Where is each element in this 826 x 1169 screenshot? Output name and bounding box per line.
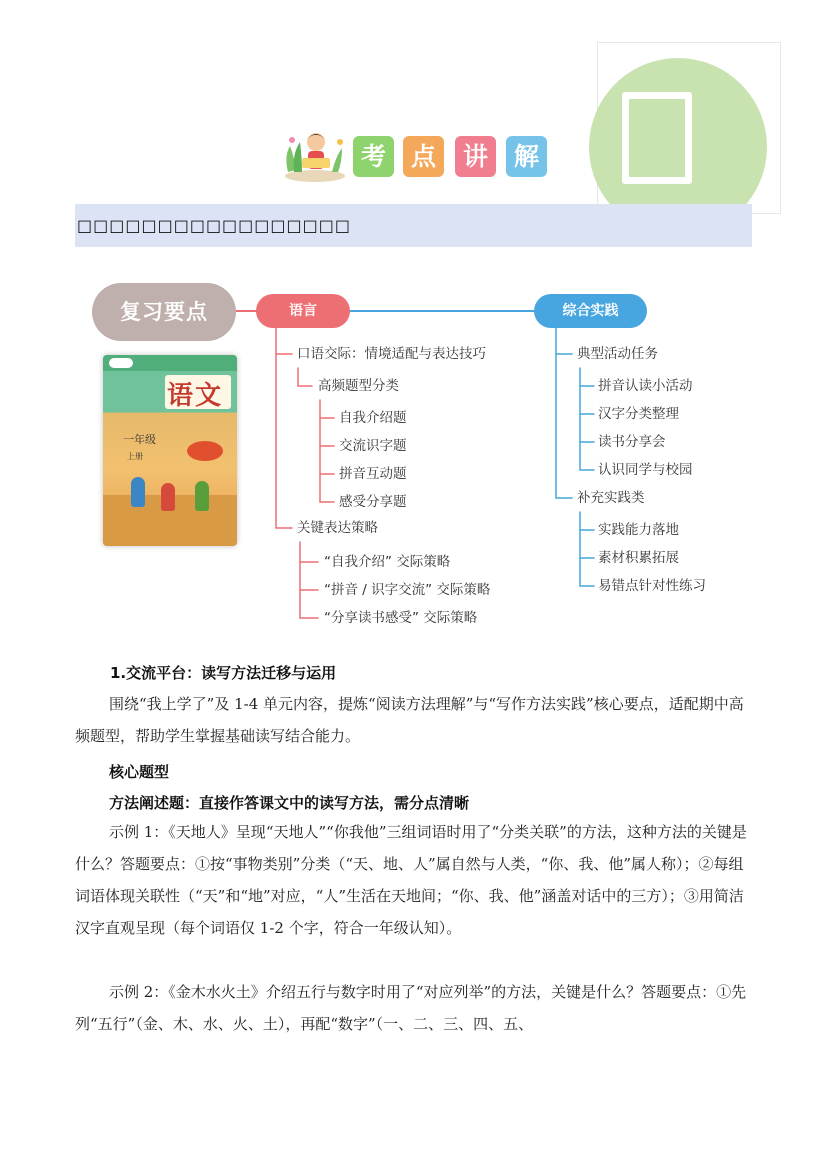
title-tile: 点: [403, 136, 444, 177]
branch-language: 语言: [256, 294, 350, 328]
textbook-volume: 上册: [127, 452, 143, 461]
textbook-title: 语文: [167, 381, 224, 411]
mindmap-leaf: “拼音 / 识字交流” 交际策略: [324, 582, 491, 598]
mindmap-leaf: “分享读书感受” 交际策略: [324, 610, 478, 626]
mindmap-leaf: “自我介绍” 交际策略: [324, 554, 451, 570]
mindmap-leaf: 拼音认读小活动: [598, 378, 693, 394]
branch-practice: 综合实践: [534, 294, 647, 328]
banner-title: □□□□□□□□□□□□□□□□□: [77, 216, 351, 235]
title-tile: 解: [506, 136, 547, 177]
example-1-paragraph: 示例 1：《天地人》呈现“天地人”“你我他”三组词语时用了“分类关联”的方法，这种方法的关键是什么？答题要点：①按“事物类别”分类（“天、地、人”属自然与人类，“你、我、他”属人称）；②每组词语体现关联性（“天”和“地”对应，“人”生活在天地间；“你、我、他”涵盖对话中的三方）；③用简洁汉字直观呈现（每个词语仅 1-2 个字，符合一年级认知）。: [75, 823, 747, 937]
mindmap-leaf: 易错点针对性练习: [598, 578, 706, 594]
mindmap-leaf: 感受分享题: [339, 494, 407, 510]
mindmap-node: 典型活动任务: [577, 346, 658, 362]
mindmap-leaf: 实践能力落地: [598, 522, 679, 538]
title-tile: 考: [353, 136, 394, 177]
core-title: 核心题型: [109, 763, 170, 781]
goldfish-icon: [187, 441, 223, 461]
mindmap-leaf: 拼音互动题: [339, 466, 407, 482]
child-figure-icon: [195, 481, 209, 511]
textbook-cover: [103, 355, 237, 546]
mindmap-node: 补充实践类: [577, 490, 645, 506]
child-figure-icon: [131, 477, 145, 507]
mindmap-leaf: 素材积累拓展: [598, 550, 679, 566]
mindmap-leaf: 交流识字题: [339, 438, 407, 454]
child-figure-icon: [161, 483, 175, 511]
mindmap-node: 高频题型分类: [318, 378, 399, 394]
publisher-logo-icon: [109, 358, 133, 368]
mindmap-root: 复习要点: [92, 283, 236, 341]
section-title: 1.交流平台：读写方法迁移与运用: [110, 664, 337, 682]
mindmap-leaf: 汉字分类整理: [598, 406, 679, 422]
mindmap-leaf: 读书分享会: [598, 434, 666, 450]
method-title: 方法阐述题：直接作答课文中的读写方法，需分点清晰: [109, 794, 470, 812]
mindmap-leaf: 自我介绍题: [339, 410, 407, 426]
example-2-paragraph: 示例 2：《金木水火土》介绍五行与数字时用了“对应列举”的方法，关键是什么？答题要点：①先列“五行”（金、木、水、火、土），再配“数字”（一、二、三、四、五、: [75, 983, 747, 1033]
textbook-grade: 一年级: [123, 433, 156, 446]
mindmap-node: 口语交际：情境适配与表达技巧: [297, 346, 486, 362]
mindmap-leaf: 认识同学与校园: [598, 462, 693, 478]
title-tile: 讲: [455, 136, 496, 177]
intro-paragraph: 围绕“我上学了”及 1-4 单元内容，提炼“阅读方法理解”与“写作方法实践”核心要点，适配期中高频题型，帮助学生掌握基础读写结合能力。: [75, 695, 744, 745]
mindmap-node: 关键表达策略: [297, 520, 378, 536]
